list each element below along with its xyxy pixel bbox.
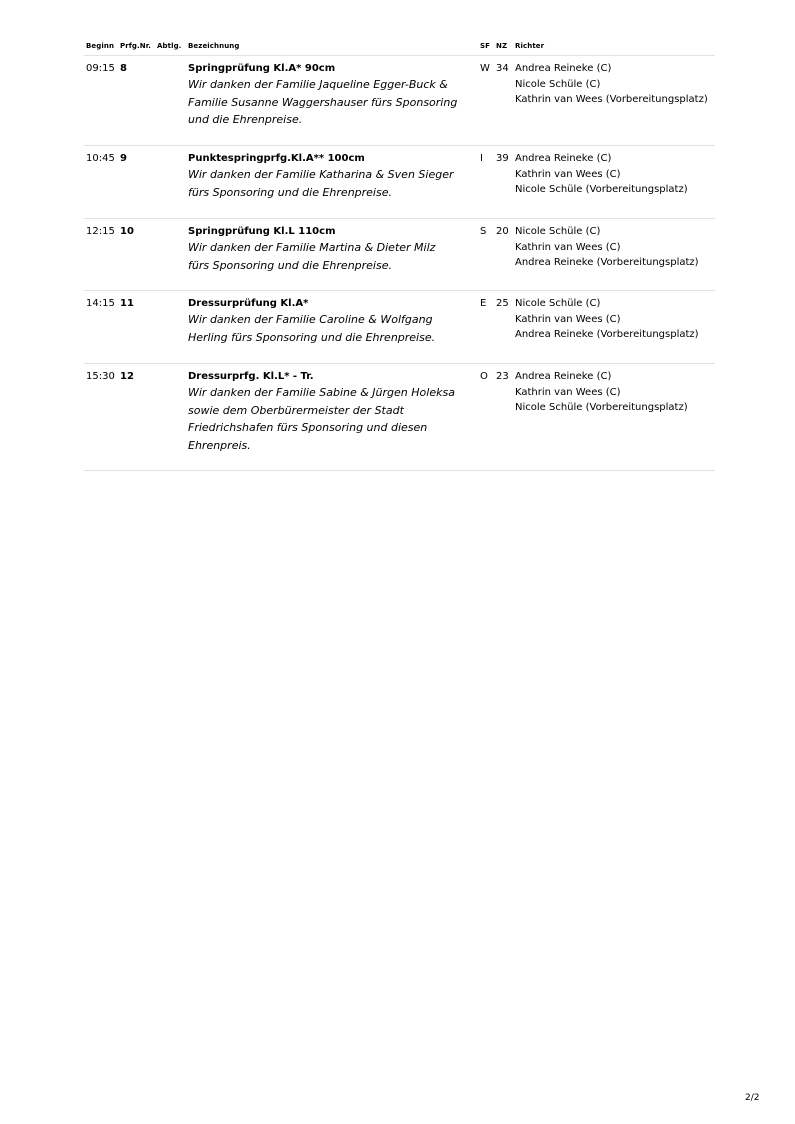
header-richter: Richter	[515, 42, 545, 50]
sponsor-text-line: Wir danken der Familie Jaqueline Egger-Buck &	[188, 78, 448, 91]
competition-description	[188, 151, 454, 201]
sponsor-text-line: fürs Sponsoring und die Ehrenpreise.	[188, 258, 392, 272]
competition-description	[188, 296, 435, 346]
sponsor-text-line: Wir danken der Familie Martina & Dieter Milz	[188, 241, 436, 254]
header-sf: SF	[480, 42, 491, 50]
nz-count: 25	[496, 298, 509, 309]
judge-name: Andrea Reineke (Vorbereitungsplatz)	[515, 329, 699, 340]
sf-code: S	[480, 226, 487, 237]
judge-name: Kathrin van Wees (C)	[515, 168, 621, 180]
judge-name: Andrea Reineke (C)	[515, 63, 612, 74]
page-number: 2/2	[745, 1093, 760, 1103]
sponsor-text-line: Ehrenpreis.	[188, 438, 251, 452]
table-row	[84, 364, 715, 471]
judge-name: Kathrin van Wees (C)	[515, 241, 621, 253]
judge-name: Kathrin van Wees (C)	[515, 313, 621, 325]
judges-list	[515, 151, 688, 198]
table-row	[84, 146, 715, 219]
start-time: 09:15	[86, 63, 115, 74]
nz-count: 39	[496, 153, 509, 164]
judge-name: Nicole Schüle (C)	[515, 226, 601, 237]
competition-title: Punktespringprfg.Kl.A** 100cm	[188, 153, 365, 164]
nz-count: 34	[496, 63, 509, 74]
sponsor-text-line: fürs Sponsoring und die Ehrenpreise.	[188, 185, 392, 199]
competition-number: 12	[120, 371, 134, 382]
sf-code: E	[480, 298, 487, 309]
judges-list	[515, 296, 699, 343]
judge-name: Nicole Schüle (C)	[515, 78, 601, 90]
competition-description	[188, 224, 435, 274]
sf-code: W	[480, 63, 490, 74]
judge-name: Kathrin van Wees (Vorbereitungsplatz)	[515, 94, 708, 105]
table-row	[84, 219, 715, 291]
start-time: 15:30	[86, 371, 115, 382]
competition-number: 10	[120, 226, 134, 237]
judges-list	[515, 224, 699, 271]
table-row	[84, 291, 715, 364]
nz-count: 20	[496, 226, 509, 237]
sf-code: O	[480, 371, 488, 382]
competition-description	[188, 369, 455, 454]
competition-title: Dressurprfg. Kl.L* - Tr.	[188, 371, 314, 382]
header-abtlg: Abtlg.	[157, 42, 182, 50]
start-time: 14:15	[86, 298, 115, 309]
competition-title: Dressurprüfung Kl.A*	[188, 298, 309, 309]
sponsor-text-line: sowie dem Oberbürermeister der Stadt	[188, 403, 404, 417]
header-prfg-nr: Prfg.Nr.	[120, 42, 152, 50]
competition-description	[188, 61, 457, 129]
nz-count: 23	[496, 371, 509, 382]
sf-code: I	[480, 153, 483, 164]
judge-name: Nicole Schüle (C)	[515, 298, 601, 309]
competition-number: 11	[120, 298, 134, 309]
start-time: 10:45	[86, 153, 115, 164]
competition-number: 8	[120, 63, 127, 74]
judge-name: Kathrin van Wees (C)	[515, 386, 621, 398]
schedule-table	[84, 40, 715, 471]
sponsor-text-line: Herling fürs Sponsoring und die Ehrenpreise.	[188, 330, 436, 344]
table-row	[84, 56, 715, 146]
sponsor-text-line: Friedrichshafen fürs Sponsoring und diesen	[188, 421, 428, 434]
header-begin: Beginn	[86, 42, 115, 50]
header-nz: NZ	[496, 42, 508, 50]
table-header	[84, 40, 715, 56]
competition-number: 9	[120, 153, 127, 164]
table-body	[84, 56, 715, 471]
sponsor-text-line: Familie Susanne Waggershauser fürs Sponsoring	[188, 95, 458, 109]
sponsor-text-line: Wir danken der Familie Caroline & Wolfgang	[188, 313, 433, 326]
judge-name: Nicole Schüle (Vorbereitungsplatz)	[515, 402, 688, 413]
judge-name: Andrea Reineke (C)	[515, 371, 612, 382]
header-bezeichnung: Bezeichnung	[188, 42, 240, 50]
sponsor-text-line: Wir danken der Familie Katharina & Sven Sieger	[188, 168, 454, 181]
judge-name: Andrea Reineke (C)	[515, 153, 612, 164]
sponsor-text-line: Wir danken der Familie Sabine & Jürgen Holeksa	[188, 386, 455, 399]
judges-list	[515, 61, 708, 108]
competition-title: Springprüfung Kl.A* 90cm	[188, 63, 336, 74]
competition-title: Springprüfung Kl.L 110cm	[188, 226, 336, 237]
judges-list	[515, 369, 688, 416]
judge-name: Andrea Reineke (Vorbereitungsplatz)	[515, 257, 699, 268]
sponsor-text-line: und die Ehrenpreise.	[188, 113, 303, 126]
judge-name: Nicole Schüle (Vorbereitungsplatz)	[515, 184, 688, 195]
start-time: 12:15	[86, 226, 115, 237]
